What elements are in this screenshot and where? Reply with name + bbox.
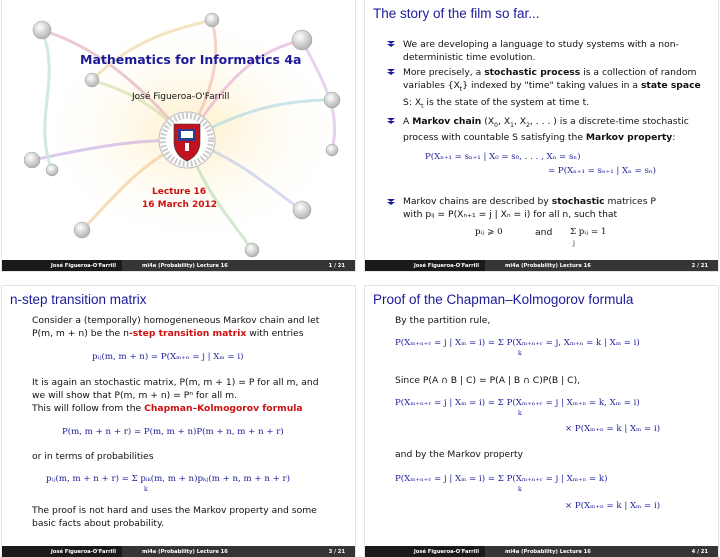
text-line: This will follow from the Chapman–Kolmogorov formula <box>32 403 303 414</box>
bullet-text: : <box>672 132 676 144</box>
equation-markov-factor: × P(Xₘ₊ₙ = k | Xₘ = i) <box>565 501 661 511</box>
slide-2-story <box>365 0 718 271</box>
bullet-text: is the state of the system at time t. <box>423 96 590 108</box>
text-line: It is again an stochastic matrix, P(m, m + 1) = P for all m, and <box>32 377 319 388</box>
text-line: Consider a (temporally) homogeneneous Markov chain and let <box>32 315 320 326</box>
lecture-date: 16 March 2012 <box>142 200 218 210</box>
term-state-space: state space <box>640 80 701 91</box>
bullet-text: S: X <box>403 96 422 108</box>
equation-pij: pᵢⱼ(m, m + n) = P(Xₘ₊ₙ = j | Xₘ = i) <box>92 352 244 362</box>
text-line: The proof is not hard and uses the Markov property and some <box>32 505 317 516</box>
text-line: or in terms of probabilities <box>32 451 154 462</box>
term-markov-property: Markov property <box>585 132 673 144</box>
footer-page: 4 / 21 <box>670 546 718 557</box>
text-line: P(m, m + n) be the n-step transition matrix with entries <box>32 328 304 339</box>
equation-nonneg: pᵢⱼ ⩾ 0 <box>475 227 503 237</box>
bullet-text: , X <box>513 115 527 127</box>
term-markov-chain: Markov chain <box>412 115 482 127</box>
slide-footer <box>365 546 718 557</box>
text-line: we will show that P(m, m + n) = Pⁿ for all m. <box>32 390 237 401</box>
bullet-arrow-icon <box>387 68 395 76</box>
text-line: By the partition rule, <box>395 315 491 326</box>
bullet-text: More precisely, a <box>403 67 485 78</box>
frame-title: The story of the film so far... <box>373 6 540 21</box>
bullet-text-pij: with pᵢⱼ = P(Xₙ₊₁ = j | Xₙ = i) for all n, such that <box>403 209 618 220</box>
bullet-arrow-icon <box>387 198 395 206</box>
presentation-title: Mathematics for Informatics 4a <box>80 52 302 67</box>
equation-ck-prob: pᵢⱼ(m, m + n + r) = Σ pᵢₖ(m, m + n)pₖⱼ(m + n, m + n + r) <box>46 474 290 484</box>
bullet-arrow-icon <box>387 117 395 125</box>
bullet-item <box>387 38 707 64</box>
network-graph-background <box>2 0 355 260</box>
bullet-list <box>387 38 707 146</box>
equation-and: and <box>535 227 553 238</box>
footer-page: 1 / 21 <box>307 260 355 271</box>
equation-markov-2: = P(Xₙ₊₁ = sₙ₊₁ | Xₙ = sₙ) <box>548 166 656 176</box>
bullet-text: , . . . ) is a discrete-time stochastic process with countable S satisfying the <box>403 115 689 144</box>
equation-sum-index: k <box>518 486 522 493</box>
slide-4-proof <box>365 286 718 557</box>
footer-author: José Figueroa-O'Farrill <box>2 546 122 557</box>
equation-markov-1: P(Xₙ₊₁ = sₙ₊₁ | X₀ = s₀, . . . , Xₙ = sₙ) <box>425 152 581 162</box>
footer-course: mi4a (Probability) Lecture 16 <box>122 260 307 271</box>
equation-ck-matrix: P(m, m + n + r) = P(m, m + n)P(m + n, m + n + r) <box>62 427 284 437</box>
equation-sum-index: k <box>144 486 148 493</box>
bullet-item: A Markov chain ($X_0$, $X_1$, $X_2$, . . . ) is a discrete-time stochastic process with countable S satisfying the Markov property: <box>387 115 707 145</box>
lecture-number: Lecture 16 <box>152 187 207 197</box>
university-crest-icon <box>159 112 215 168</box>
footer-author: José Figueroa-O'Farrill <box>365 546 485 557</box>
text-line: and by the Markov property <box>395 449 524 460</box>
equation-markov: P(Xₘ₊ₙ₊ᵣ = j | Xₘ = i) = Σ P(Xₘ₊ₙ₊ᵣ = j | Xₘ₊ₙ = k) <box>395 474 608 484</box>
bullet-text: A <box>403 115 413 127</box>
footer-author: José Figueroa-O'Farrill <box>365 260 485 271</box>
bullet-text: (X <box>481 115 495 127</box>
text-line: basic facts about probability. <box>32 518 165 529</box>
bullet-text: We are developing a language to study systems with a non-deterministic time evolution. <box>403 39 679 63</box>
footer-page: 3 / 21 <box>307 546 355 557</box>
equation-conditional-factor: × P(Xₘ₊ₙ = k | Xₘ = i) <box>565 424 661 434</box>
footer-course: mi4a (Probability) Lecture 16 <box>485 546 670 557</box>
term-stochastic-process: stochastic process <box>484 67 581 78</box>
footer-course: mi4a (Probability) Lecture 16 <box>485 260 670 271</box>
frame-title: n-step transition matrix <box>10 292 147 307</box>
slide-footer <box>2 546 355 557</box>
text-line: Since P(A ∩ B | C) = P(A | B ∩ C)P(B | C), <box>395 375 581 386</box>
equation-partition: P(Xₘ₊ₙ₊ᵣ = j | Xₘ = i) = Σ P(Xₘ₊ₙ₊ᵣ = j, Xₘ₊ₙ = k | Xₘ = i) <box>395 338 640 348</box>
equation-sum-index: k <box>518 350 522 357</box>
bullet-text: is a collection of random variables {X <box>403 67 697 91</box>
bullet-text: , X <box>497 115 511 127</box>
equation-conditional: P(Xₘ₊ₙ₊ᵣ = j | Xₘ = i) = Σ P(Xₘ₊ₙ₊ᵣ = j | Xₘ₊ₙ = k, Xₘ = i) <box>395 398 640 408</box>
slide-3-nstep <box>2 286 355 557</box>
equation-rowsum-index: j <box>573 240 575 247</box>
frame-title: Proof of the Chapman–Kolmogorov formula <box>373 292 634 307</box>
slide-1-title <box>2 0 355 271</box>
equation-rowsum: Σ pᵢⱼ = 1 <box>570 227 607 237</box>
footer-author: José Figueroa-O'Farrill <box>2 260 122 271</box>
bullet-item: More precisely, a stochastic process is a collection of random variables $\{X_t\}$ indexed by "time" taking values in a state space S: $X_t$ is the state of the system at time t. <box>387 66 707 113</box>
equation-sum-index: k <box>518 410 522 417</box>
slide-footer <box>2 260 355 271</box>
bullet-arrow-icon <box>387 40 395 48</box>
slide-footer <box>365 260 718 271</box>
bullet-text-stochastic-matrices: Markov chains are described by stochastic matrices P <box>403 196 656 207</box>
author-name: José Figueroa-O'Farrill <box>132 92 230 102</box>
footer-course: mi4a (Probability) Lecture 16 <box>122 546 307 557</box>
footer-page: 2 / 21 <box>670 260 718 271</box>
bullet-text: } indexed by "time" taking values in a <box>462 80 641 91</box>
